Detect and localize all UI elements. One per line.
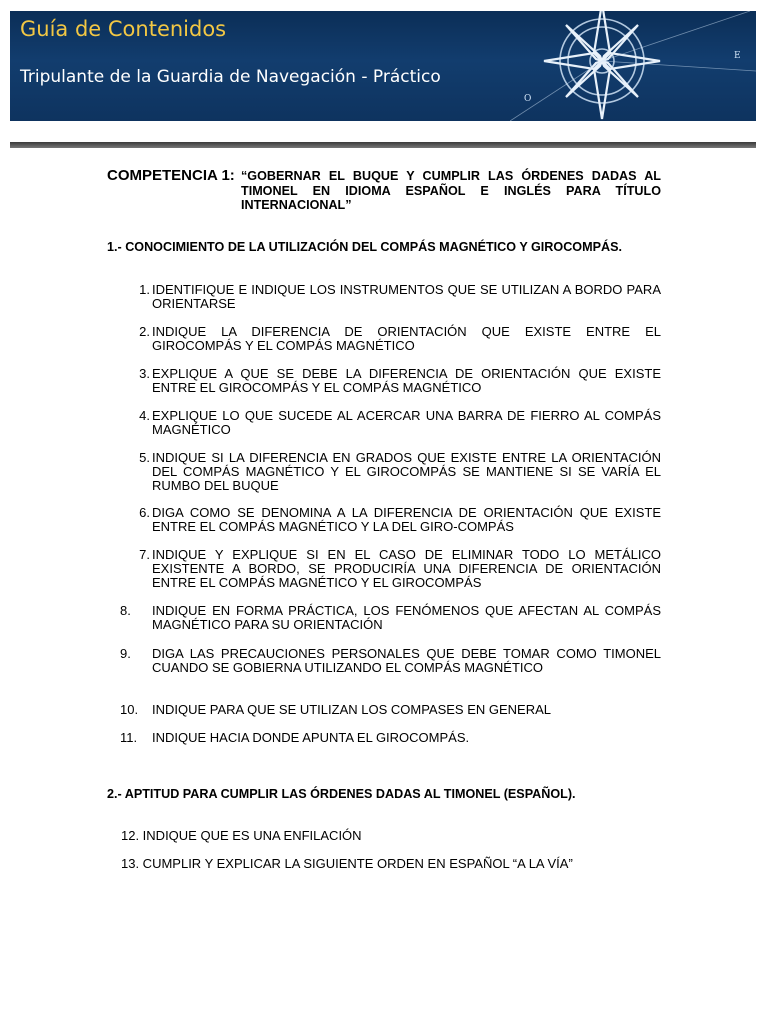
list-item (116, 548, 661, 590)
list-item (116, 647, 661, 675)
header-banner (10, 11, 756, 121)
item-text: INDIQUE HACIA DONDE APUNTA EL GIROCOMPÁS. (152, 730, 470, 745)
list-item (116, 604, 661, 632)
list-item (116, 325, 661, 353)
item-text: INDIQUE PARA QUE SE UTILIZAN LOS COMPASES EN GENERAL (152, 702, 552, 717)
banner-subtitle: Tripulante de la Guardia de Navegación - Práctico (20, 67, 441, 87)
competencia-heading: COMPETENCIA 1: (107, 167, 235, 184)
list-item (116, 409, 661, 437)
banner-title: Guía de Contenidos (20, 17, 227, 41)
item-number: 3. (139, 366, 150, 381)
item-number: 10. (120, 702, 139, 717)
item-number: 1. (139, 282, 150, 297)
item-number: 4. (139, 408, 150, 423)
section-2-title: 2.- APTITUD PARA CUMPLIR LAS ÓRDENES DADAS AL TIMONEL (ESPAÑOL). (107, 787, 576, 801)
item-text: INDIQUE LA DIFERENCIA DE ORIENTACIÓN QUE EXISTE ENTRE EL GIROCOMPÁS Y EL COMPÁS MAGNÉTICO (152, 324, 661, 353)
item-text: IDENTIFIQUE E INDIQUE LOS INSTRUMENTOS QUE SE UTILIZAN A BORDO PARA ORIENTARSE (152, 282, 661, 311)
item-number: 9. (120, 646, 131, 661)
competencia-label: COMPETENCIA 1 (107, 167, 230, 184)
item-number: 11. (120, 730, 138, 745)
compass-rose-icon (510, 11, 756, 121)
item-text: EXPLIQUE A QUE SE DEBE LA DIFERENCIA DE ORIENTACIÓN QUE EXISTE ENTRE EL GIROCOMPÁS Y EL COMPÁS MAGNÉTICO (152, 366, 661, 395)
list-item (116, 451, 661, 493)
list-item (116, 367, 661, 395)
item-text: 12. INDIQUE QUE ES UNA ENFILACIÓN (121, 828, 362, 843)
item-text: INDIQUE EN FORMA PRÁCTICA, LOS FENÓMENOS QUE AFECTAN AL COMPÁS MAGNÉTICO PARA SU ORIENTACIÓN (152, 603, 661, 632)
compass-letter-o: O (524, 94, 532, 104)
item-text: 13. CUMPLIR Y EXPLICAR LA SIGUIENTE ORDEN EN ESPAÑOL “A LA VÍA” (121, 856, 573, 871)
header-divider (10, 142, 756, 148)
item-number: 6. (139, 505, 150, 520)
item-text: DIGA LAS PRECAUCIONES PERSONALES QUE DEBE TOMAR COMO TIMONEL CUANDO SE GOBIERNA UTILIZANDO EL COMPÁS MAGNÉTICO (152, 646, 661, 675)
item-number: 2. (139, 324, 150, 339)
item-text: INDIQUE SI LA DIFERENCIA EN GRADOS QUE EXISTE ENTRE LA ORIENTACIÓN DEL COMPÁS MAGNÉTICO Y EL GIROCOMPÁS SE MANTIENE SI SE VARÍA EL RUMBO DEL BUQUE (152, 450, 661, 493)
list-item (116, 283, 661, 311)
item-number: 7. (139, 547, 150, 562)
item-text: INDIQUE Y EXPLIQUE SI EN EL CASO DE ELIMINAR TODO LO METÁLICO EXISTENTE A BORDO, SE PRODUCIRÍA UNA DIFERENCIA DE ORIENTACIÓN ENTRE EL COMPÁS MAGNÉTICO Y EL GIROCOMPÁS (152, 547, 661, 590)
list-item (121, 857, 666, 871)
competencia-text: “GOBERNAR EL BUQUE Y CUMPLIR LAS ÓRDENES DADAS AL TIMONEL EN IDIOMA ESPAÑOL E INGLÉS PARA TÍTULO INTERNACIONAL” (241, 169, 661, 212)
section-1-title: 1.- CONOCIMIENTO DE LA UTILIZACIÓN DEL COMPÁS MAGNÉTICO Y GIROCOMPÁS. (107, 240, 622, 254)
item-number: 5. (139, 450, 150, 465)
list-item (116, 506, 661, 534)
item-text: EXPLIQUE LO QUE SUCEDE AL ACERCAR UNA BARRA DE FIERRO AL COMPÁS MAGNÉTICO (152, 408, 661, 437)
item-number: 8. (120, 603, 131, 618)
list-item (116, 731, 661, 745)
item-text: DIGA COMO SE DENOMINA A LA DIFERENCIA DE ORIENTACIÓN QUE EXISTE ENTRE EL COMPÁS MAGNÉTICO Y LA DEL GIRO-COMPÁS (152, 505, 661, 534)
list-item (116, 703, 661, 717)
list-item (121, 829, 666, 843)
compass-letter-e: E (734, 51, 741, 61)
